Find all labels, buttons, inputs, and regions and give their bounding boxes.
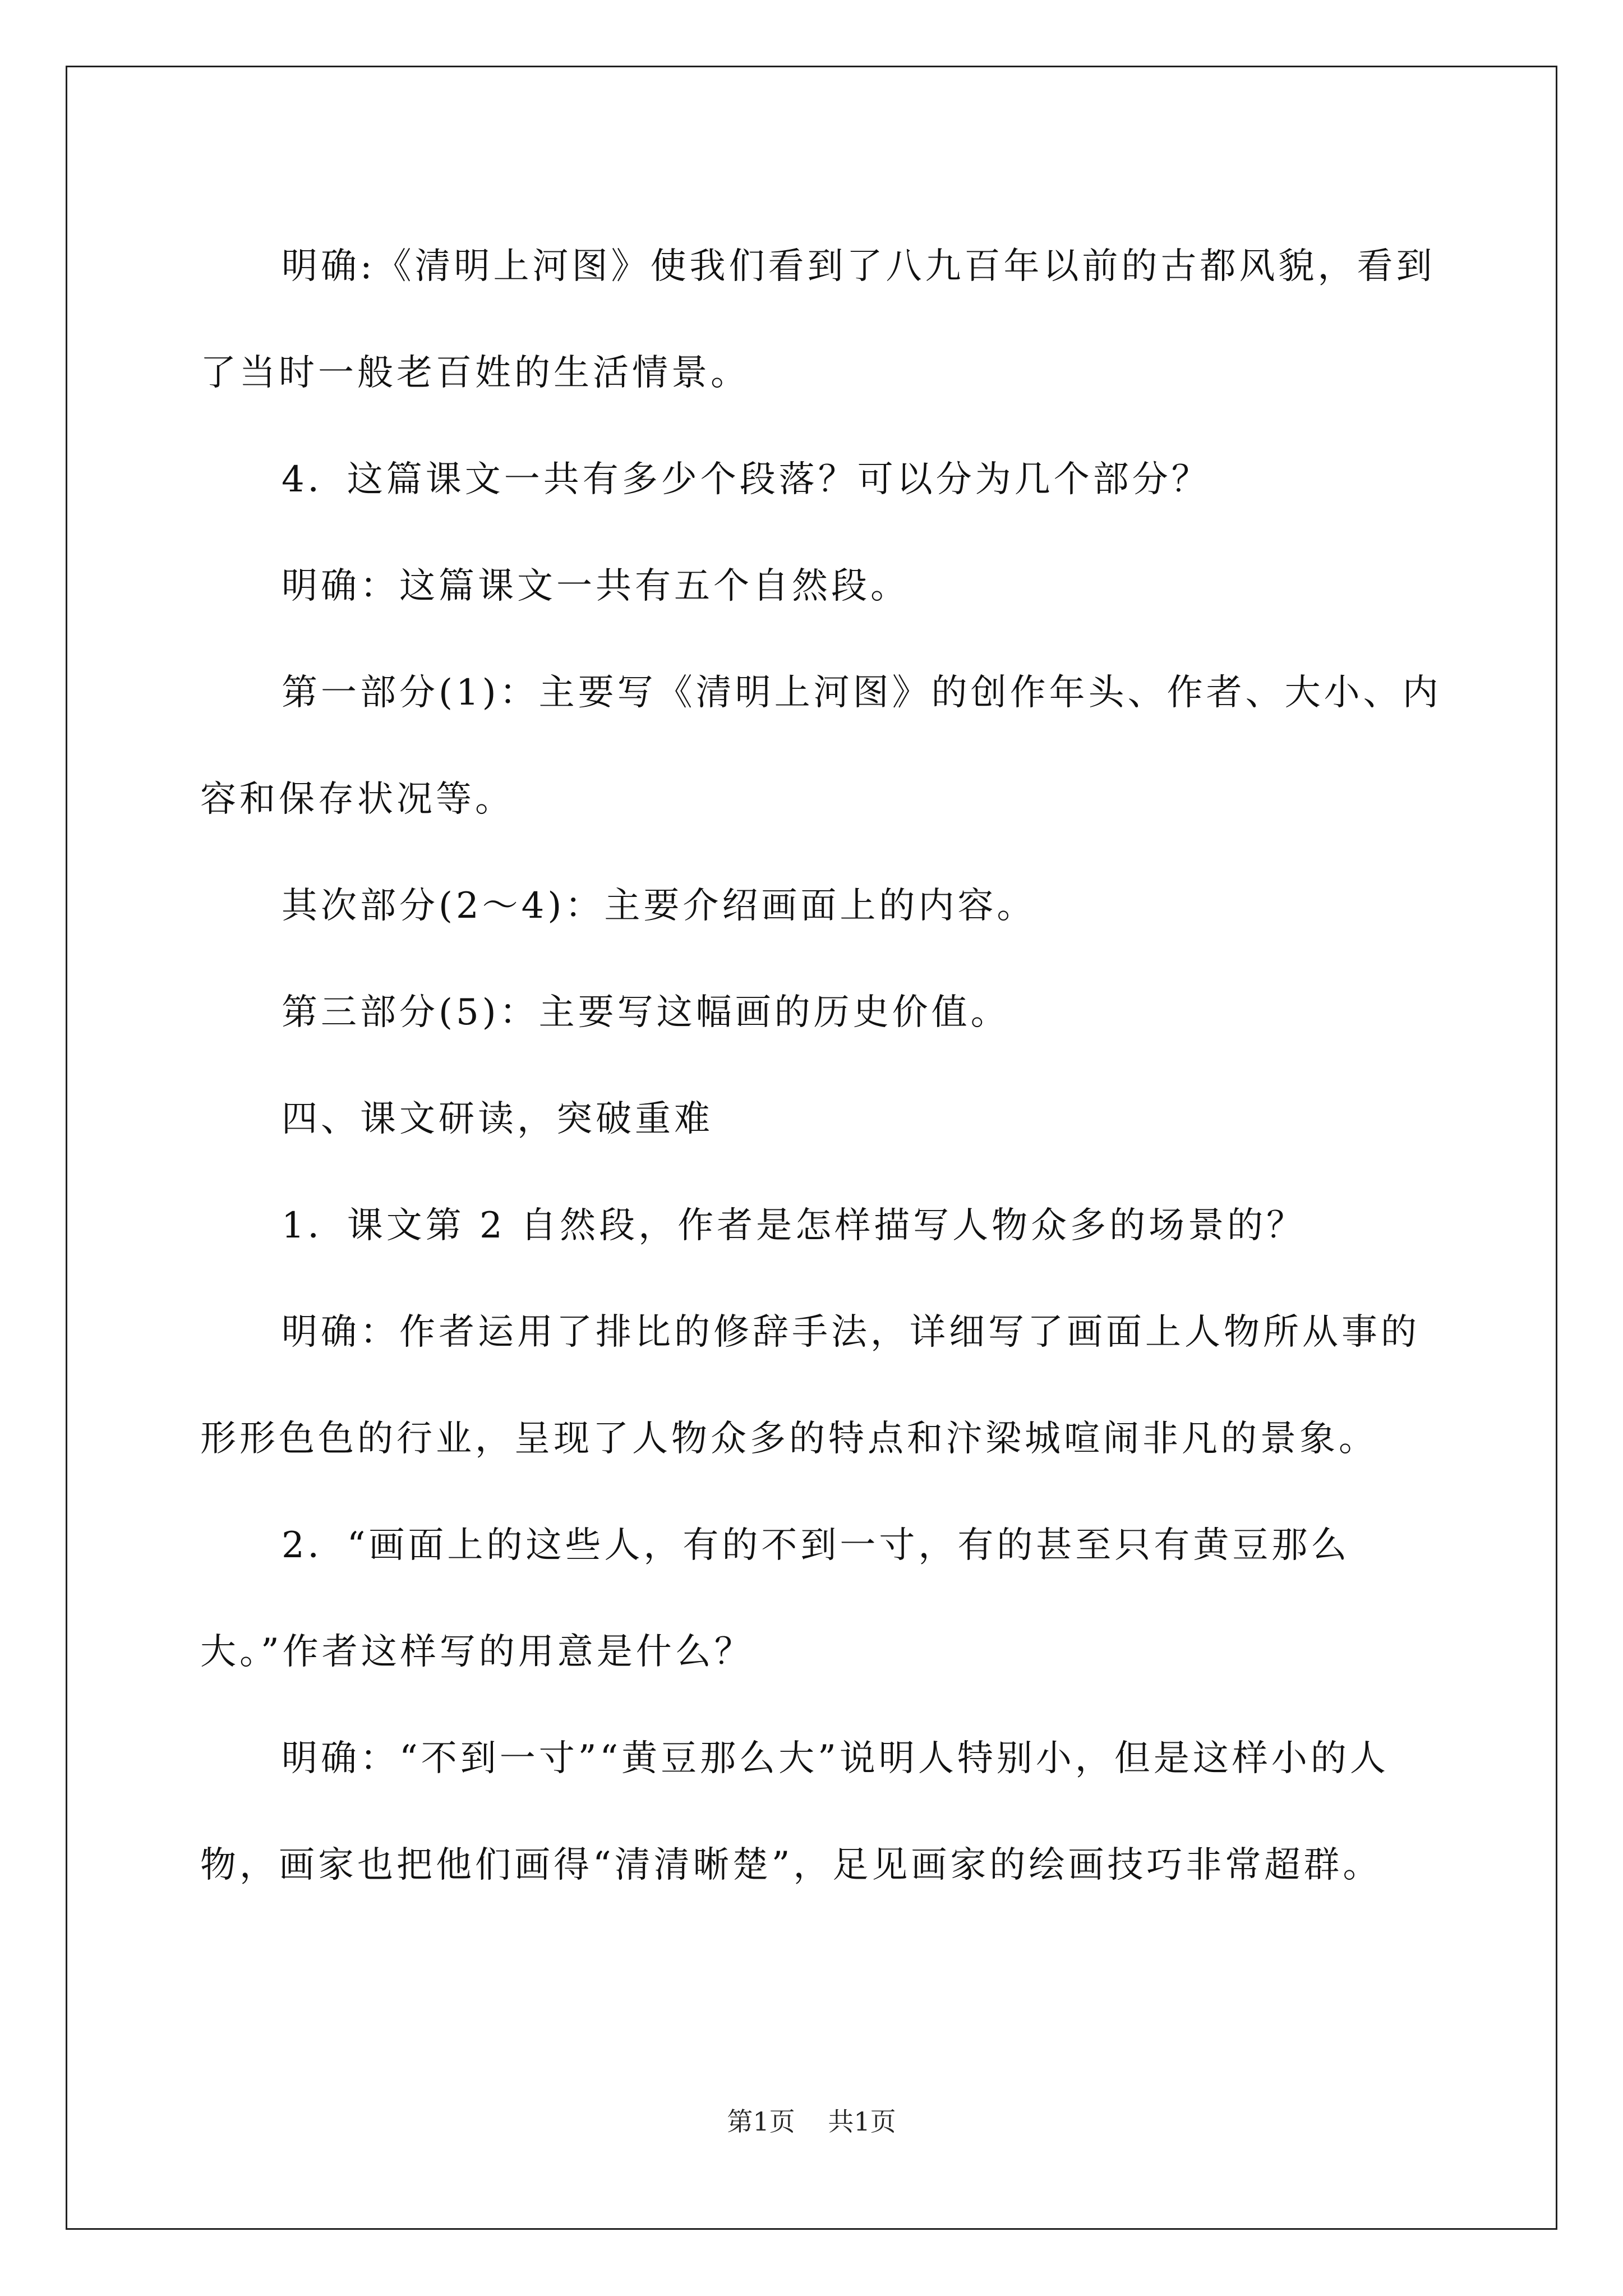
page-total: 共1页: [828, 2106, 896, 2137]
paragraph: 明确：“不到一寸”“黄豆那么大”说明人特别小，但是这样小的人物，画家也把他们画得“清清晰楚”，足见画家的绘画技巧非常超群。: [200, 1738, 1389, 1886]
paragraph: 第三部分(5)：主要写这幅画的历史价值。: [282, 992, 1010, 1033]
document-body: [200, 213, 1456, 1918]
paragraph: 2．“画面上的这些人，有的不到一寸，有的甚至只有黄豆那么大。”作者这样写的用意是什么？: [200, 1525, 1350, 1673]
page-number: 第1页: [727, 2106, 795, 2137]
paragraph: 1．课文第 2 自然段，作者是怎样描写人物众多的场景的？: [282, 1205, 1306, 1246]
paragraph: 第一部分(1)：主要写《清明上河图》的创作年头、作者、大小、内容和保存状况等。: [200, 672, 1442, 820]
paragraph: 4．这篇课文一共有多少个段落？可以分为几个部分？: [282, 459, 1211, 500]
page-footer: [0, 2105, 1623, 2138]
paragraph: 其次部分(2～4)：主要介绍画面上的内容。: [282, 885, 1036, 927]
paragraph: 明确：这篇课文一共有五个自然段。: [282, 565, 910, 607]
paragraph: 明确:《清明上河图》使我们看到了八九百年以前的古都风貌，看到了当时一般老百姓的生活情景。: [200, 246, 1436, 394]
paragraph: 明确：作者运用了排比的修辞手法，详细写了画面上人物所从事的形形色色的行业，呈现了人物众多的特点和汴梁城喧闹非凡的景象。: [200, 1312, 1420, 1460]
section-heading: 四、课文研读，突破重难: [282, 1098, 713, 1140]
